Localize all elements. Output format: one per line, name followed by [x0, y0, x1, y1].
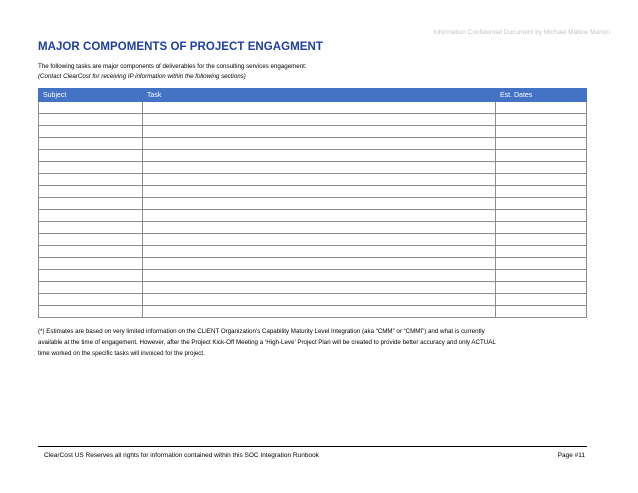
cell-task — [143, 270, 496, 282]
cell-task — [143, 186, 496, 198]
column-header-subject: Subject — [39, 89, 143, 102]
cell-est-dates — [496, 282, 587, 294]
intro-text — [38, 62, 307, 82]
cell-subject — [39, 114, 143, 126]
table-row — [39, 246, 587, 258]
cell-subject — [39, 150, 143, 162]
cell-est-dates — [496, 294, 587, 306]
cell-subject — [39, 270, 143, 282]
page-footer — [44, 452, 585, 459]
cell-est-dates — [496, 258, 587, 270]
table-row — [39, 150, 587, 162]
table-row — [39, 186, 587, 198]
cell-est-dates — [496, 186, 587, 198]
page-title: MAJOR COMPOMENTS OF PROJECT ENGAGMENT — [38, 41, 323, 53]
cell-est-dates — [496, 150, 587, 162]
table-row — [39, 258, 587, 270]
cell-task — [143, 306, 496, 318]
cell-subject — [39, 102, 143, 114]
table-row — [39, 198, 587, 210]
intro-note: (Contact ClearCost for receiving IP information within the following sections) — [38, 73, 246, 80]
cell-subject — [39, 174, 143, 186]
cell-subject — [39, 186, 143, 198]
cell-est-dates — [496, 114, 587, 126]
cell-est-dates — [496, 246, 587, 258]
intro-line: The following tasks are major components of deliverables for the consulting services engagement: — [38, 63, 307, 70]
table-row — [39, 126, 587, 138]
estimate-line: time worked on the specific tasks will invoiced for the project. — [38, 350, 205, 357]
cell-subject — [39, 294, 143, 306]
table-row — [39, 174, 587, 186]
column-header-task: Task — [143, 89, 496, 102]
cell-task — [143, 222, 496, 234]
watermark-text: Information Confidential Document by Michael Mallow Mahon — [433, 29, 610, 36]
cell-est-dates — [496, 234, 587, 246]
cell-subject — [39, 306, 143, 318]
table-row — [39, 222, 587, 234]
cell-subject — [39, 198, 143, 210]
cell-subject — [39, 126, 143, 138]
cell-task — [143, 258, 496, 270]
cell-task — [143, 138, 496, 150]
cell-subject — [39, 222, 143, 234]
column-header-est-dates: Est. Dates — [496, 89, 587, 102]
table-row — [39, 138, 587, 150]
cell-task — [143, 282, 496, 294]
estimate-line: available at the time of engagement. However, after the Project Kick-Off Meeting a ‘High-Leve’ Project Plan will be created to provide better accuracy and only ACTUAL — [38, 339, 496, 346]
cell-task — [143, 114, 496, 126]
cell-subject — [39, 258, 143, 270]
cell-task — [143, 174, 496, 186]
table-row — [39, 234, 587, 246]
cell-task — [143, 210, 496, 222]
estimate-line: (*) Estimates are based on very limited information on the CLIENT Organization's Capability Maturity Level Integration (aka “CMM” or “CMMI”) and what is currently — [38, 328, 485, 335]
cell-est-dates — [496, 174, 587, 186]
cell-subject — [39, 282, 143, 294]
tasks-table — [38, 88, 587, 318]
cell-est-dates — [496, 306, 587, 318]
cell-task — [143, 126, 496, 138]
cell-task — [143, 294, 496, 306]
cell-est-dates — [496, 138, 587, 150]
estimate-note — [38, 326, 598, 359]
cell-task — [143, 150, 496, 162]
cell-subject — [39, 210, 143, 222]
cell-subject — [39, 234, 143, 246]
cell-task — [143, 102, 496, 114]
cell-est-dates — [496, 210, 587, 222]
table-row — [39, 282, 587, 294]
table-header-row — [39, 89, 587, 102]
cell-est-dates — [496, 102, 587, 114]
table-row — [39, 294, 587, 306]
footer-rights-text: ClearCost US Reserves all rights for information contained within this SOC Integration Runbook — [44, 452, 319, 459]
cell-task — [143, 198, 496, 210]
table-row — [39, 102, 587, 114]
cell-subject — [39, 138, 143, 150]
cell-task — [143, 246, 496, 258]
page-number: Page #11 — [557, 452, 585, 459]
table-row — [39, 114, 587, 126]
footer-divider — [38, 446, 587, 447]
cell-est-dates — [496, 162, 587, 174]
cell-subject — [39, 246, 143, 258]
cell-subject — [39, 162, 143, 174]
cell-est-dates — [496, 222, 587, 234]
cell-est-dates — [496, 198, 587, 210]
table-row — [39, 210, 587, 222]
cell-task — [143, 234, 496, 246]
cell-est-dates — [496, 126, 587, 138]
cell-est-dates — [496, 270, 587, 282]
table-row — [39, 270, 587, 282]
table-row — [39, 162, 587, 174]
cell-task — [143, 162, 496, 174]
table-row — [39, 306, 587, 318]
